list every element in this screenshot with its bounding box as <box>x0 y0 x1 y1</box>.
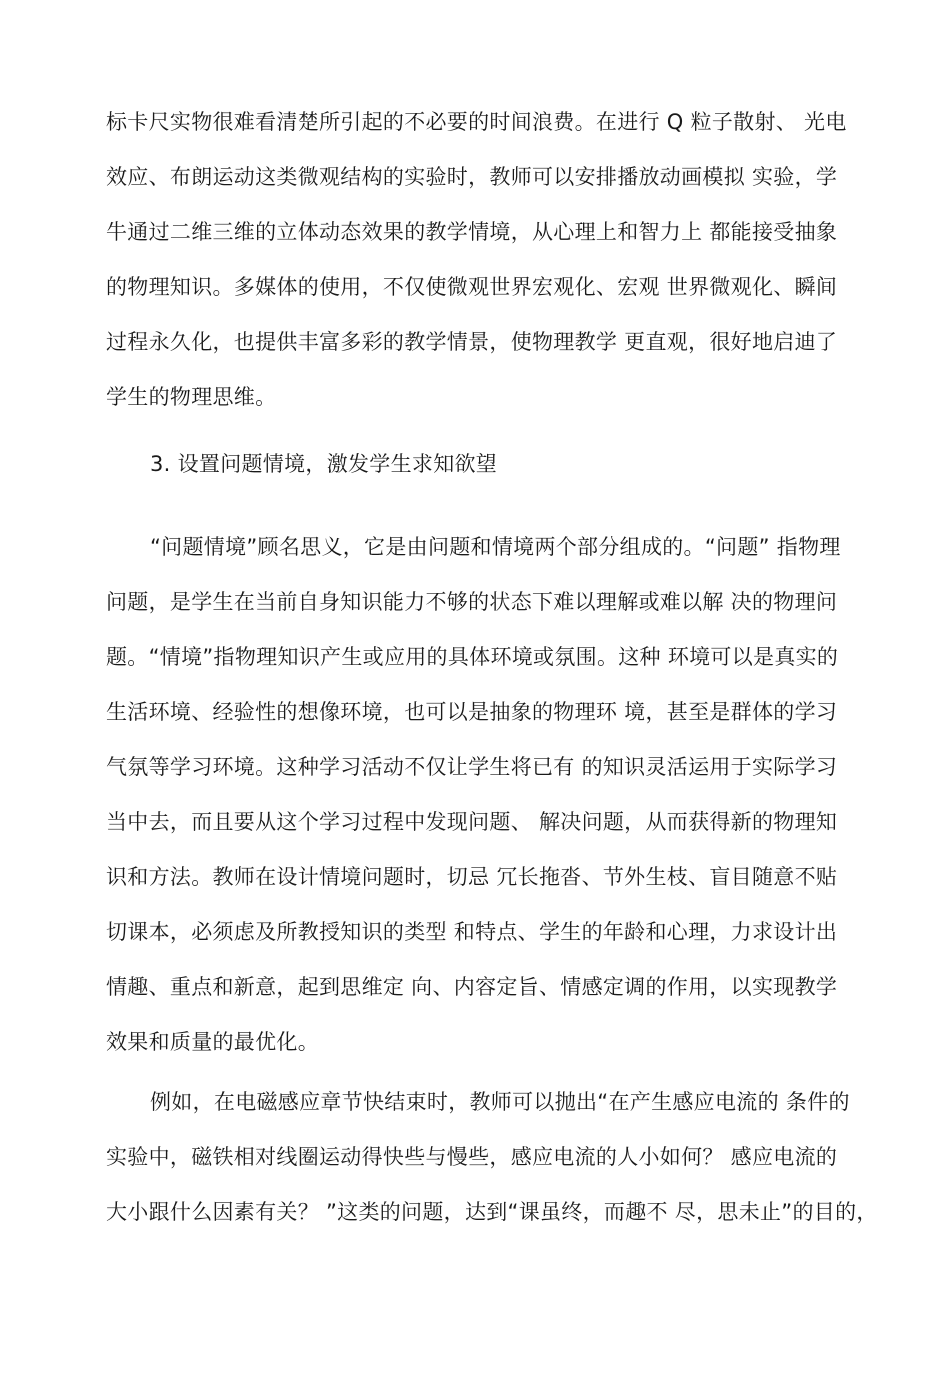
paragraph-3-line-3: 大小跟什么因素有关？ ”这类的问题，达到“课虽终，而趣不 尽，思未止”的目的， <box>106 1200 878 1224</box>
paragraph-2-line-8: 切课本，必须虑及所教授知识的类型 和特点、学生的年龄和心理，力求设计出 <box>106 920 838 944</box>
paragraph-1-line-3: 牛通过二维三维的立体动态效果的教学情境，从心理上和智力上 都能接受抽象 <box>106 220 838 244</box>
paragraph-2-line-10: 效果和质量的最优化。 <box>106 1030 319 1054</box>
paragraph-1-line-1: 标卡尺实物很难看清楚所引起的不必要的时间浪费。在进行 Q 粒子散射、 光电 <box>106 110 847 134</box>
paragraph-2-line-9: 情趣、重点和新意，起到思维定 向、内容定旨、情感定调的作用，以实现教学 <box>106 975 838 999</box>
section-heading: 3. 设置问题情境，激发学生求知欲望 <box>150 452 498 476</box>
paragraph-2-line-4: 生活环境、经验性的想像环境，也可以是抽象的物理环 境，甚至是群体的学习 <box>106 700 838 724</box>
paragraph-3-line-1: 例如，在电磁感应章节快结束时，教师可以抛出“在产生感应电流的 条件的 <box>150 1090 850 1114</box>
paragraph-2-line-6: 当中去，而且要从这个学习过程中发现问题、 解决问题，从而获得新的物理知 <box>106 810 838 834</box>
paragraph-2-line-1: “问题情境”顾名思义，它是由问题和情境两个部分组成的。“问题” 指物理 <box>150 535 841 559</box>
paragraph-1-line-4: 的物理知识。多媒体的使用，不仅使微观世界宏观化、宏观 世界微观化、瞬间 <box>106 275 838 299</box>
paragraph-2-line-3: 题。“情境”指物理知识产生或应用的具体环境或氛围。这种 环境可以是真实的 <box>106 645 839 669</box>
paragraph-3-line-2: 实验中，磁铁相对线圈运动得快些与慢些，感应电流的人小如何？ 感应电流的 <box>106 1145 838 1169</box>
paragraph-2-line-7: 识和方法。教师在设计情境问题时，切忌 冗长拖沓、节外生枝、盲目随意不贴 <box>106 865 838 889</box>
paragraph-1-line-2: 效应、布朗运动这类微观结构的实验时，教师可以安排播放动画模拟 实验，学 <box>106 165 838 189</box>
paragraph-1-line-5: 过程永久化，也提供丰富多彩的教学情景，使物理教学 更直观，很好地启迪了 <box>106 330 838 354</box>
paragraph-2-line-2: 问题，是学生在当前自身知识能力不够的状态下难以理解或难以解 决的物理问 <box>106 590 838 614</box>
paragraph-2-line-5: 气氛等学习环境。这种学习活动不仅让学生将已有 的知识灵活运用于实际学习 <box>106 755 838 779</box>
paragraph-1-line-6: 学生的物理思维。 <box>106 385 277 409</box>
